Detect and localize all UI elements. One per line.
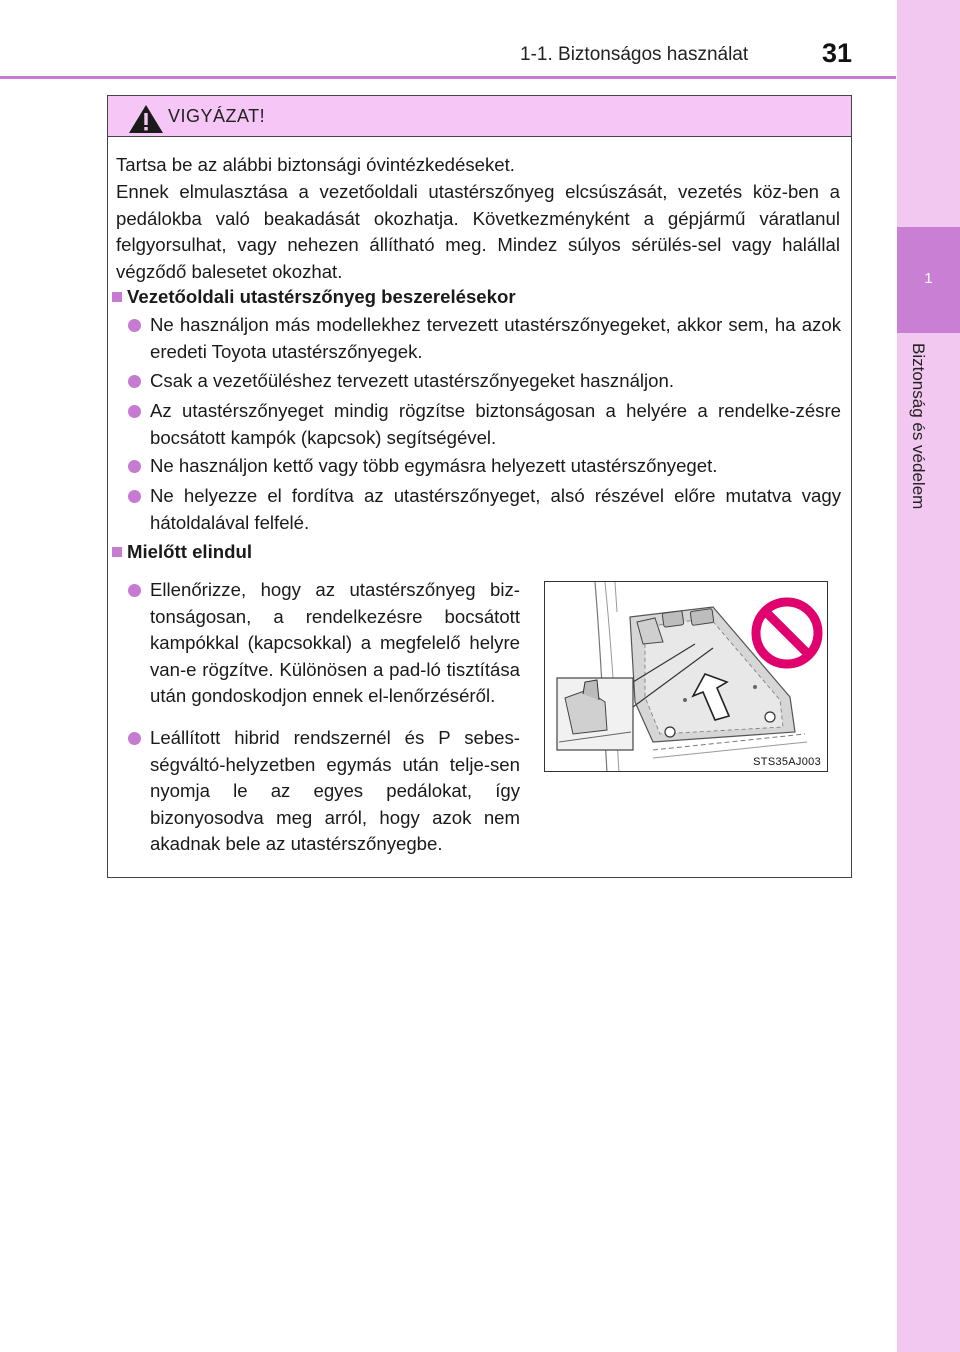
list-item-text: Ellenőrizze, hogy az utastérszőnyeg biz-tonságosan, a rendelkezésre bocsátott kampókkal (kapcsokkal) a megfelelő helyre van-e rögzítve. Különösen a pad-ló tisztítása után gondoskodjon ennek el-lenőrzéséről. <box>150 579 520 706</box>
list-item <box>128 453 841 480</box>
list-item <box>128 483 841 536</box>
list-item-text: Az utastérszőnyeget mindig rögzítse biztonságosan a helyére a rendelke-zésre bocsátott kampók (kapcsok) segítségével. <box>150 400 841 448</box>
section-square-icon <box>112 547 122 557</box>
list-item <box>128 398 841 451</box>
bullet-dot-icon <box>128 490 141 503</box>
list-item <box>128 577 520 710</box>
header-rule <box>0 76 896 79</box>
section-heading-text: Mielőtt elindul <box>127 541 252 562</box>
warning-triangle-icon <box>128 104 164 134</box>
caution-intro: Tartsa be az alábbi biztonsági óvintézkedéseket. <box>116 154 515 175</box>
chapter-label: Biztonság és védelem <box>909 343 928 510</box>
section-square-icon <box>112 292 122 302</box>
section-heading-text: Vezetőoldali utastérszőnyeg beszerelésekor <box>127 286 516 307</box>
caution-title: VIGYÁZAT! <box>168 106 266 126</box>
list-item <box>128 368 841 395</box>
section-heading-installation <box>112 284 516 311</box>
bullet-dot-icon <box>128 319 141 332</box>
bullet-dot-icon <box>128 732 141 745</box>
caution-consequence: Ennek elmulasztása a vezetőoldali utastérszőnyeg elcsúszását, vezetés köz-ben a pedálokba való beakadását okozhatja. Következményként a gépjármű váratlanul felgyorsulhat, vagy nehezen állítható meg. Mindez súlyos sérülés-sel vagy halállal végződő balesetet okozhat. <box>116 181 840 282</box>
figure-code: STS35AJ003 <box>753 756 821 768</box>
header-title: 1-1. Biztonságos használat <box>520 44 749 65</box>
page-number: 31 <box>822 38 853 68</box>
caution-header <box>108 96 851 137</box>
list-item-text: Leállított hibrid rendszernél és P sebes-ségváltó-helyzetben egymás után telje-sen nyomja le az egyes pedálokat, így bizonyosodva meg arról, hogy azok nem akadnak bele az utastérszőnyegbe. <box>150 727 520 854</box>
list-item-text: Csak a vezetőüléshez tervezett utastérszőnyegeket használjon. <box>150 370 675 391</box>
bullet-dot-icon <box>128 405 141 418</box>
list-item-text: Ne használjon kettő vagy több egymásra helyezett utastérszőnyeget. <box>150 455 718 476</box>
section-heading-before-driving <box>112 539 252 566</box>
chapter-side-tab <box>897 0 960 1352</box>
bullet-dot-icon <box>128 375 141 388</box>
bullet-dot-icon <box>128 460 141 473</box>
bullet-dot-icon <box>128 584 141 597</box>
list-item <box>128 312 841 365</box>
chapter-number: 1 <box>924 270 933 287</box>
list-item <box>128 725 520 858</box>
floor-mat-illustration <box>544 581 828 772</box>
prohibition-icon <box>750 596 824 670</box>
list-item-text: Ne használjon más modellekhez tervezett utastérszőnyegeket, akkor sem, ha azok eredeti Toyota utastérszőnyegek. <box>150 314 841 362</box>
list-item-text: Ne helyezze el fordítva az utastérszőnyeget, alsó részével előre mutatva vagy hátoldalával felfelé. <box>150 485 841 533</box>
